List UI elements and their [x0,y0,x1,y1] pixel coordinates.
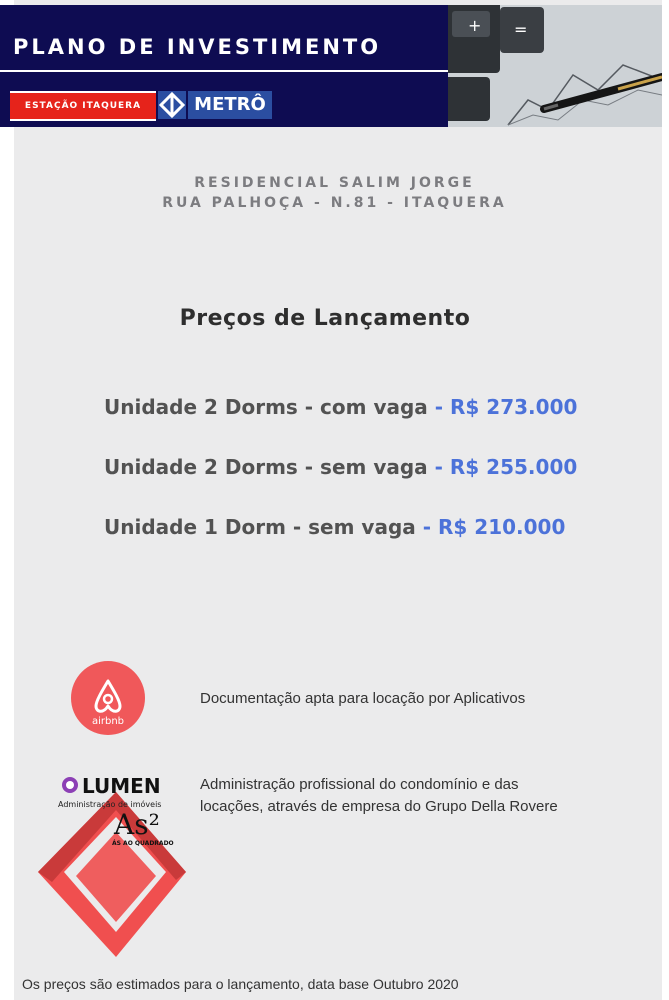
svg-text:=: = [514,20,528,39]
station-badge: ESTAÇÃO ITAQUERA [10,91,156,121]
svg-text:+: + [468,16,482,35]
price-row [104,515,565,539]
price-separator: - [427,455,450,479]
project-address: RUA PALHOÇA - N.81 - ITAQUERA [162,195,507,211]
price-row [104,455,577,479]
feature-lumen-text [200,774,558,818]
airbnb-wordmark: airbnb [91,716,125,727]
price-separator: - [415,515,438,539]
header-banner [0,5,662,127]
price-value: R$ 210.000 [438,515,566,539]
price-value: R$ 273.000 [450,395,578,419]
as2-subtitle: ÁS AO QUADRADO [112,840,174,847]
price-separator: - [427,395,451,419]
calculator-pen-photo [448,5,662,127]
price-row [104,395,577,419]
feature-airbnb-text: Documentação apta para locação por Aplicativos [200,690,526,707]
unit-label: Unidade 1 Dorm - sem vaga [104,515,416,539]
plan-title: PLANO DE INVESTIMENTO [13,35,382,59]
unit-label: Unidade 2 Dorms - sem vaga [104,455,428,479]
header-divider [0,70,448,72]
prices-title: Preços de Lançamento [179,306,471,331]
price-disclaimer: Os preços são estimados para o lançamento, data base Outubro 2020 [22,976,459,992]
lumen-logo-icon [36,772,196,962]
price-value: R$ 255.000 [449,455,578,479]
unit-label: Unidade 2 Dorms - com vaga [104,395,428,419]
as2-wordmark: As² [114,808,160,841]
project-name: RESIDENCIAL SALIM JORGE [194,175,475,191]
lumen-subtitle: Administração de imóveis [58,800,162,809]
metro-logo-icon [158,91,186,119]
airbnb-logo-icon [71,661,145,735]
metro-label: METRÔ [188,91,272,119]
feature-lumen-line2: locações, através de empresa do Grupo Della Rovere [200,798,558,815]
lumen-wordmark: LUMEN [82,774,161,798]
feature-lumen-line1: Administração profissional do condomínio e das [200,776,519,793]
